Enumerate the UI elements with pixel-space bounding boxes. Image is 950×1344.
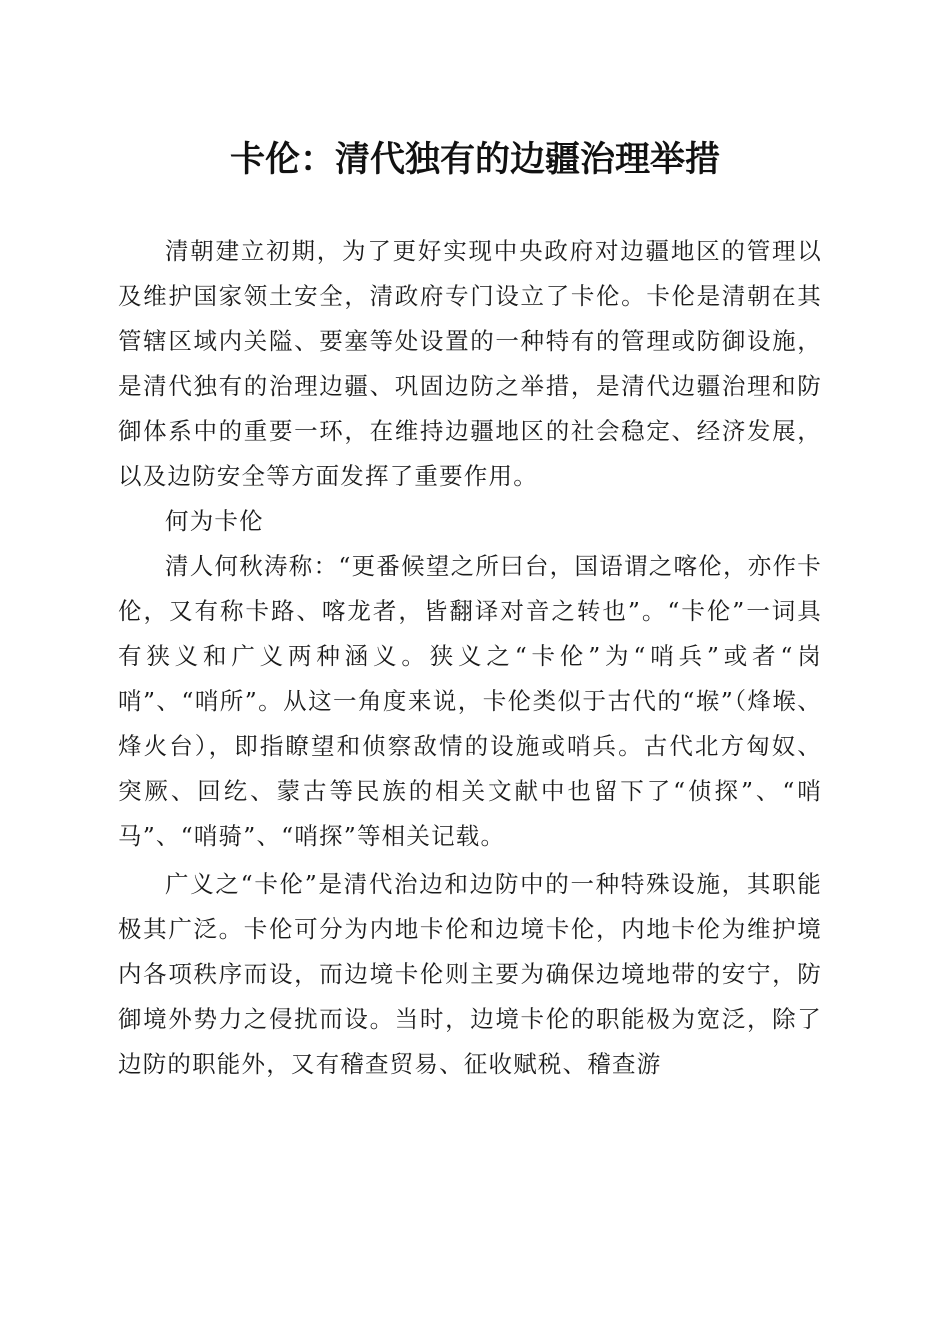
paragraph-broad-sense: 广义之“卡伦”是清代治边和边防中的一种特殊设施，其职能极其广泛。卡伦可分为内地卡伦和边境卡伦，内地卡伦为维护境内各项秩序而设，而边境卡伦则主要为确保边境地带的安宁，防御境外势力之侵扰而设。当时，边境卡伦的职能极为宽泛，除了边防的职能外，又有稽查贸易、征收赋税、稽查游 [118, 870, 822, 1078]
page-title: 卡伦：清代独有的边疆治理举措 [229, 139, 720, 180]
article-body [118, 229, 822, 1087]
paragraph-intro: 清朝建立初期，为了更好实现中央政府对边疆地区的管理以及维护国家领土安全，清政府专门设立了卡伦。卡伦是清朝在其管辖区域内关隘、要塞等处设置的一种特有的管理或防御设施，是清代独有的治理边疆、巩固边防之举措，是清代边疆治理和防御体系中的重要一环，在维持边疆地区的社会稳定、经济发展，以及边防安全等方面发挥了重要作用。 [118, 237, 822, 490]
paragraph-definition: 清人何秋涛称：“更番候望之所曰台，国语谓之喀伦，亦作卡伦，又有称卡路、喀龙者，皆翻译对音之转也”。“卡伦”一词具有狭义和广义两种涵义。狭义之“卡伦”为“哨兵”或者“岗哨”、“哨所”。从这一角度来说，卡伦类似于古代的“堠”（烽堠、烽火台），即指瞭望和侦察敌情的设施或哨兵。古代北方匈奴、突厥、回纥、蒙古等民族的相关文献中也留下了“侦探”、“哨马”、“哨骑”、“哨探”等相关记载。 [118, 552, 822, 850]
section-heading: 何为卡伦 [165, 507, 264, 535]
